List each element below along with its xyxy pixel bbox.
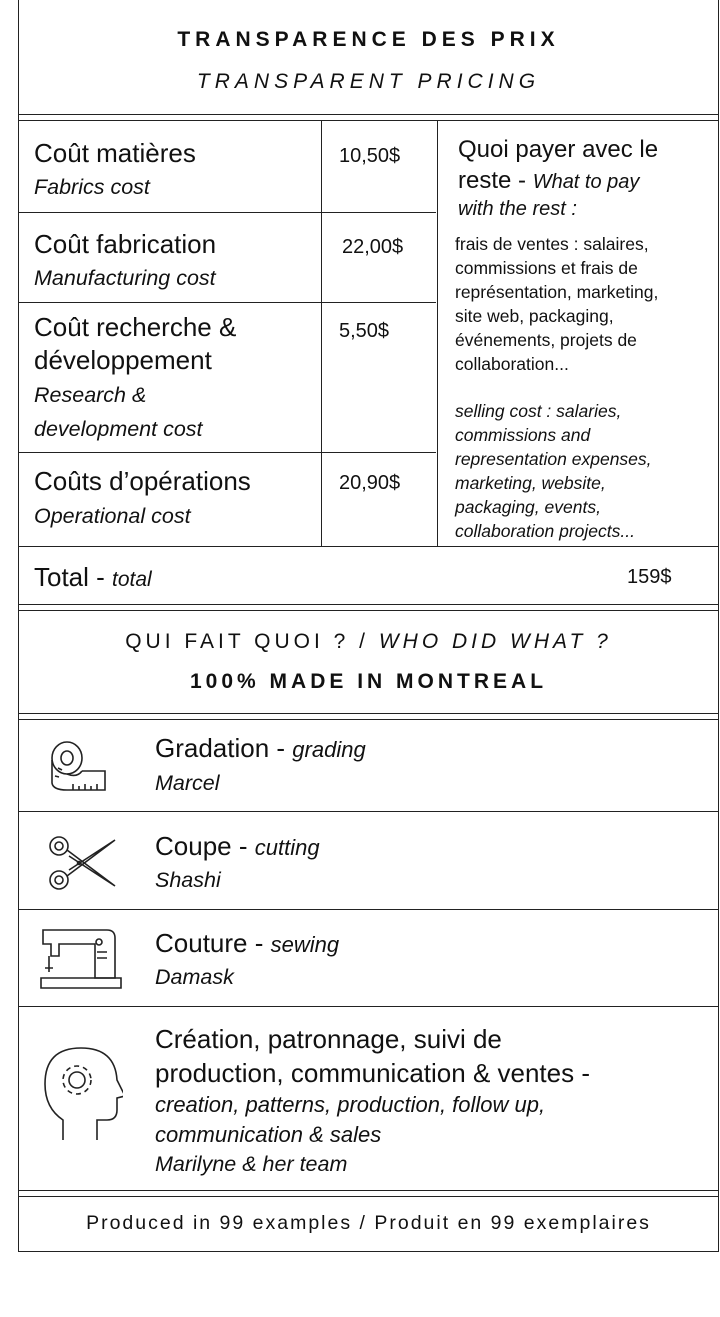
rest-line: représentation, marketing, [455,282,659,302]
rest-line: representation expenses, [455,449,652,469]
cost-label-fr: Coût fabrication [34,229,217,259]
rest-line: commissions and [455,425,591,445]
rest-heading-fr: reste - [458,167,533,194]
rest-line: collaboration... [455,354,569,374]
rest-line: selling cost : salaries, [455,401,622,421]
divider [19,713,718,714]
cost-label-fr: Coût matières [34,138,196,168]
rest-line: packaging, events, [455,497,601,517]
divider [437,120,438,547]
rest-line: site web, packaging, [455,306,614,326]
role-person: Damask [155,965,234,989]
rest-heading-en: with the rest : [458,198,577,220]
role-en: cutting [254,835,320,860]
total-label-en: total [112,568,152,591]
rest-line: marketing, website, [455,473,606,493]
role-en: grading [292,737,366,762]
rest-en-list [455,399,720,543]
cost-label-fr: Coûts d’opérations [34,466,251,496]
cost-price: 20,90$ [339,472,401,494]
cost-label-en: Operational cost [34,504,191,528]
cost-label-en: development cost [34,417,203,441]
total-label [34,562,152,593]
title-en: TRANSPARENT PRICING [196,70,541,93]
rest-line: collaboration projects... [455,521,635,541]
role-en-block [155,1090,545,1150]
role-en: creation, patterns, production, follow up, [155,1092,546,1117]
cost-label-en: Manufacturing cost [34,266,216,290]
role-en: sewing [270,932,340,957]
divider [19,120,718,121]
total-label-fr: Total [34,562,89,592]
who-title-en: WHO DID WHAT ? [378,630,612,653]
scissors-icon [47,834,119,897]
measuring-tape-icon [47,738,109,797]
role-fr: Gradation - [155,733,293,763]
divider [19,1190,718,1191]
role-person: Marilyne & her team [155,1152,348,1176]
role-fr: Création, patronnage, suivi de [155,1024,502,1054]
divider [19,452,436,453]
rest-fr-list [455,232,720,376]
role-fr: Couture - [155,928,271,958]
cost-label-fr: développement [34,345,212,375]
rest-line: événements, projets de [455,330,637,350]
divider [19,546,718,547]
cost-label-fr: Coût recherche & [34,312,237,342]
cost-price: 5,50$ [339,320,390,342]
who-subtitle: 100% MADE IN MONTREAL [189,670,548,693]
divider [19,1006,718,1007]
rest-line: frais de ventes : salaires, [455,234,649,254]
total-value: 159$ [627,566,672,588]
cost-label-en: Fabrics cost [34,175,150,199]
divider [19,719,718,720]
cost-price: 22,00$ [342,236,404,258]
divider [19,811,718,812]
rest-heading-fr: Quoi payer avec le [458,136,659,163]
total-sep: - [88,562,113,592]
divider [19,610,718,611]
who-title [19,630,718,654]
role-title [155,733,366,764]
who-title-fr: QUI FAIT QUOI ? / [125,630,379,653]
cost-label-en: Research & [34,383,147,407]
role-en: communication & sales [155,1122,382,1147]
divider [19,1196,718,1197]
role-title [155,1022,590,1090]
divider [19,909,718,910]
rest-heading-en: What to pay [532,171,640,193]
title-fr: TRANSPARENCE DES PRIX [177,28,560,51]
role-fr: production, communication & ventes - [155,1058,590,1088]
divider [19,604,718,605]
divider [321,120,322,547]
pricing-card [18,0,719,1252]
sewing-machine-icon [39,926,123,995]
divider [19,114,718,115]
role-person: Shashi [155,868,221,892]
cost-price: 10,50$ [339,145,401,167]
head-gear-icon [43,1044,123,1149]
role-title [155,831,320,862]
divider [19,212,436,213]
divider [19,302,436,303]
role-person: Marcel [155,771,220,795]
rest-heading [458,134,718,198]
rest-line: commissions et frais de [455,258,638,278]
role-fr: Coupe - [155,831,255,861]
role-title [155,928,339,959]
footer-note: Produced in 99 examples / Produit en 99 exemplaires [86,1212,651,1234]
